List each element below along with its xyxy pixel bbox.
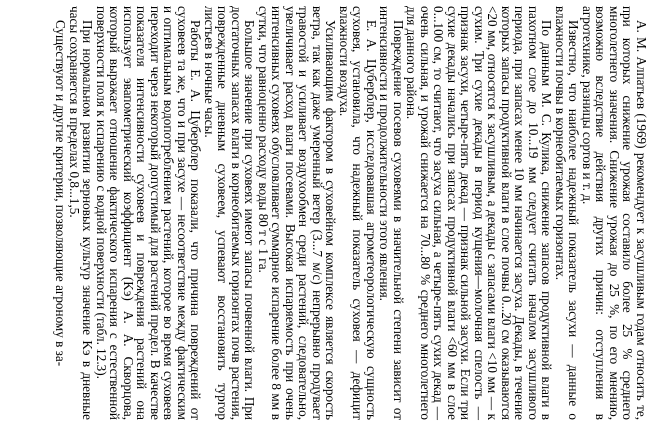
document-body [54,6,648,420]
paragraph-3: По данным М. С. Кулика, снижение запасов продуктивной влаги в пахотном слое до 10...19 мм следует считать началом засушливого периода, при запасах менее 10 мм начинается засуха. Декады, в течение которых запасы продуктивной влаги в слое почвы 0...20 см оказываются <20 мм, относятся к засушливым, а декады с запасами влаги <10 мм — к сухим. Три сухие декады в период кущения—молочная спелость — признак засухи, четыре-пять декад — признак сильной засухи. Если три сухие декады начались при запасах продуктивной влаги <60 мм в слое 0...100 см, то считают, что засуха сильная, а четыре-пять сухих декад — очень сильная, и урожай снижается на 70...80 % среднего многолетнего для данного района. [404,6,555,420]
paragraph-1: А. М. Алпатьев (1969) рекомендует к засушливым годам относить те, при которых снижение урожая составило более 25 % среднего многолетнего значения. Снижение урожая до 25 %, по его мнению, возможно вследствие действия других причин: отступления в агротехнике, разницы сортов и т. д. [580,6,649,420]
paragraph-8: Работы Е. А. Цуберблер показали, что причина повреждений от суховеев та же, что и при засухе — несоответствие между фактическим и оптимальным водопотреблением растений, которое во время суховеев переходит через некоторый допустимый для растений предел. В качестве показателя интенсивности суховеев и повреждения растений она использует эвапометрический коэффициент (Kэ) А. А. Скворцова, который выражает отношение фактического испарения с естественной поверхности поля к испарению с водной поверхности (табл. 12.3). [94,6,204,420]
paragraph-5: Е. А. Цуберблер, исследовавшая агрометеорологическую сущность суховея, установила, что надежный показатель суховея — дефицит влажности воздуха. [337,6,379,420]
paragraph-2: Известно, что наиболее надежный показатель засухи — данные о влажности почвы в корнеобитаемых горизонтах. [553,6,582,420]
paragraph-6: Усиливающим фактором в суховейном комплексе является скорость ветра, так как даже умеренный ветер (3...7 м/с) непрерывно продувает травостой и усиливает воздухообмен среди растений, следовательно, увеличивает расход влаги посевами. Высокая испаряемость при очень интенсивных суховеях обусловливает суммарное испарение более 8 мм в сутки, что равноценно расходу воды 80 т с 1 га. [256,6,339,420]
paragraph-7: Большое значение при суховеях имеют запасы почвенной влаги. При достаточных запасах влаги в корнеобитаемых горизонтах почв растения, поврежденные дневным суховеем, успевают восстановить тургор листьев в ночные часы. [202,6,258,420]
paragraph-4: Повреждение посевов суховеями в значительной степени зависит от интенсивности и продолжительности этого явления. [377,6,406,420]
paragraph-10: Существуют и другие критерии, позволяющие агроному в за- [53,20,69,367]
paragraph-9: При нормальном развитии зерновых культур значение Kэ в дневные часы сохраняется в пределах 0,8...1,5. [67,6,96,420]
